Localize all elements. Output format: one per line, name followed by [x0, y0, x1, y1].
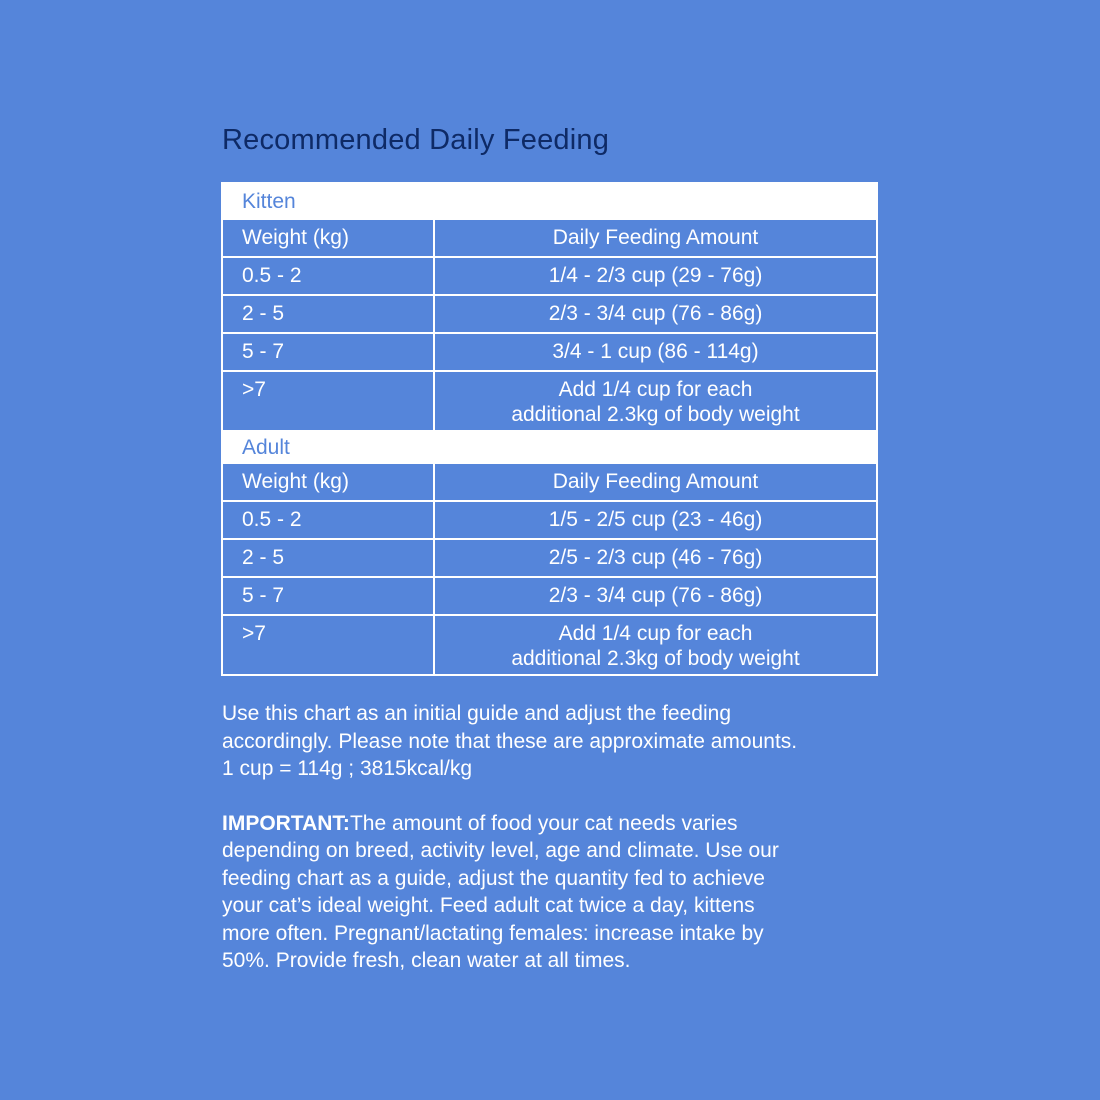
amount-cell: 1/5 - 2/5 cup (23 - 46g) — [548, 508, 763, 531]
table-row — [223, 370, 876, 430]
table-header-row — [223, 218, 876, 256]
important-line: your cat’s ideal weight. Feed adult cat twice a day, kittens — [222, 894, 755, 917]
section-label-adult: Adult — [223, 430, 876, 464]
weight-cell: 5 - 7 — [223, 578, 435, 614]
weight-cell: 5 - 7 — [223, 334, 435, 370]
weight-cell: >7 — [223, 616, 435, 674]
table-row — [223, 500, 876, 538]
amount-cell: 1/4 - 2/3 cup (29 - 76g) — [548, 264, 763, 287]
table-row — [223, 332, 876, 370]
amount-cell: 2/3 - 3/4 cup (76 - 86g) — [548, 584, 763, 607]
feeding-table — [221, 182, 878, 676]
amount-line: Add 1/4 cup for each — [558, 378, 753, 401]
important-paragraph — [222, 810, 862, 838]
table-row — [223, 576, 876, 614]
note-line: 1 cup = 114g ; 3815kcal/kg — [222, 757, 473, 780]
table-row — [223, 294, 876, 332]
weight-cell: 0.5 - 2 — [223, 258, 435, 294]
amount-cell: 2/5 - 2/3 cup (46 - 76g) — [548, 546, 763, 569]
table-header-row — [223, 464, 876, 500]
important-line: more often. Pregnant/lactating females: increase intake by — [222, 921, 764, 945]
section-label-kitten: Kitten — [223, 184, 876, 218]
note-line: accordingly. Please note that these are approximate amounts. — [222, 729, 798, 753]
amount-cell: 2/3 - 3/4 cup (76 - 86g) — [548, 302, 763, 325]
header-weight: Weight (kg) — [223, 220, 435, 256]
note-line: Use this chart as an initial guide and adjust the feeding — [222, 702, 731, 725]
weight-cell: 2 - 5 — [223, 540, 435, 576]
amount-line: additional 2.3kg of body weight — [511, 403, 800, 426]
amount-cell — [435, 372, 876, 430]
weight-cell: 2 - 5 — [223, 296, 435, 332]
table-row — [223, 538, 876, 576]
important-label: IMPORTANT: — [222, 811, 350, 835]
amount-cell — [435, 616, 876, 674]
amount-line: additional 2.3kg of body weight — [511, 647, 800, 670]
important-line: 50%. Provide fresh, clean water at all times. — [222, 949, 631, 972]
table-row — [223, 256, 876, 294]
important-line: depending on breed, activity level, age and climate. Use our — [222, 839, 779, 862]
amount-cell: 3/4 - 1 cup (86 - 114g) — [552, 340, 759, 363]
weight-cell: >7 — [223, 372, 435, 430]
table-row — [223, 614, 876, 674]
important-text: The amount of food your cat needs varies — [349, 811, 738, 835]
feeding-notes — [222, 700, 862, 975]
header-amount: Daily Feeding Amount — [552, 470, 759, 493]
page-title: Recommended Daily Feeding — [222, 124, 610, 156]
header-amount: Daily Feeding Amount — [552, 226, 759, 249]
important-line: feeding chart as a guide, adjust the quantity fed to achieve — [222, 866, 765, 890]
amount-line: Add 1/4 cup for each — [558, 622, 753, 645]
header-weight: Weight (kg) — [223, 464, 435, 500]
weight-cell: 0.5 - 2 — [223, 502, 435, 538]
